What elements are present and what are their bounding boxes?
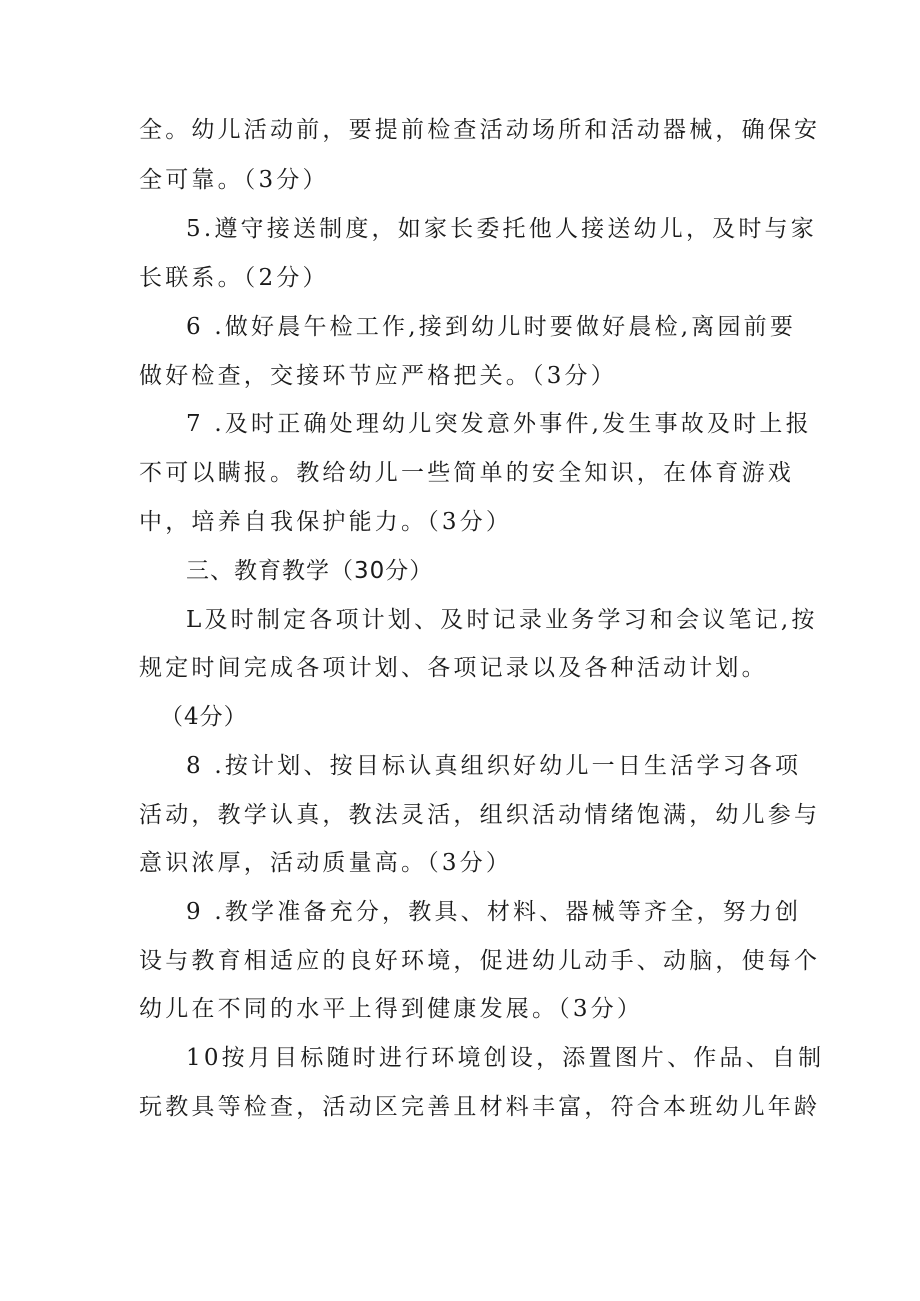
paragraph-4-line-3: 全可靠。（3分） bbox=[139, 167, 329, 193]
item-7-line-2: 不可以瞒报。教给幼儿一些简单的安全知识，在体育游戏 bbox=[139, 460, 794, 486]
item-1-score: （4分） bbox=[160, 704, 248, 730]
item-8-line-2: 活动，教学认真，教法灵活，组织活动情绪饱满，幼儿参与 bbox=[139, 802, 821, 828]
item-1-line-2: 规定时间完成各项计划、各项记录以及各种活动计划。 bbox=[139, 655, 768, 681]
item-9-line-3: 幼儿在不同的水平上得到健康发展。（3分） bbox=[139, 996, 644, 1022]
item-5-line-1: 5.遵守接送制度，如家长委托他人接送幼儿，及时与家 bbox=[186, 216, 817, 242]
item-6-line-1: 6 .做好晨午检工作,接到幼儿时要做好晨检,离园前要 bbox=[186, 314, 797, 340]
paragraph-4-line-2: 全。幼儿活动前，要提前检查活动场所和活动器械，确保安 bbox=[139, 117, 821, 143]
item-5-line-2: 长联系。（2分） bbox=[139, 265, 329, 291]
item-9-line-1: 9 .教学准备充分，教具、材料、器械等齐全，努力创 bbox=[186, 899, 802, 925]
item-6-line-2: 做好检查，交接环节应严格把关。（3分） bbox=[139, 363, 617, 389]
item-7-line-1: 7 .及时正确处理幼儿突发意外事件,发生事故及时上报 bbox=[186, 411, 812, 437]
item-8-line-3: 意识浓厚，活动质量高。（3分） bbox=[139, 850, 513, 876]
section-heading: 三、教育教学（30分） bbox=[186, 558, 434, 584]
item-10-line-2: 玩教具等检查，活动区完善且材料丰富，符合本班幼儿年龄 bbox=[139, 1094, 821, 1120]
item-1-line-1: L及时制定各项计划、及时记录业务学习和会议笔记,按 bbox=[186, 607, 818, 633]
item-9-line-2: 设与教育相适应的良好环境，促进幼儿动手、动脑，使每个 bbox=[139, 948, 821, 974]
item-7-line-3: 中，培养自我保护能力。（3分） bbox=[139, 509, 513, 535]
item-10-line-1: 10按月目标随时进行环境创设，添置图片、作品、自制 bbox=[186, 1045, 825, 1071]
item-8-line-1: 8 .按计划、按目标认真组织好幼儿一日生活学习各项 bbox=[186, 753, 802, 779]
